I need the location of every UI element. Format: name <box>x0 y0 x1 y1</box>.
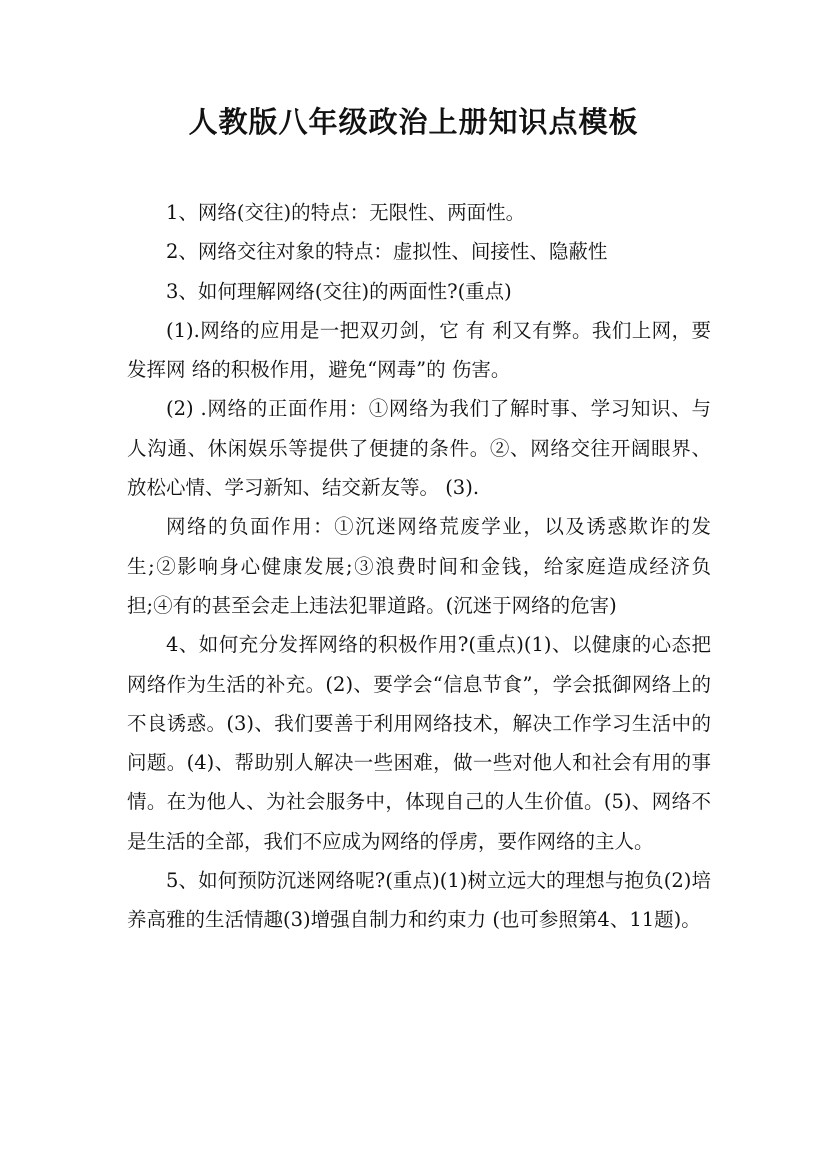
paragraph-7: 4、如何充分发挥网络的积极作用?(重点)(1)、以健康的心态把网络作为生活的补充。(2)、要学会“信息节食”，学会抵御网络上的不良诱惑。(3)、我们要善于利用网络技术，解决工作学习生活中的问题。(4)、帮助别人解决一些困难，做一些对他人和社会有用的事情。在为他人、为社会服务中，体现自己的人生价值。(5)、网络不是生活的全部，我们不应成为网络的俘虏，要作网络的主人。 <box>127 633 711 853</box>
paragraph-5: (2) .网络的正面作用：①网络为我们了解时事、学习知识、与人沟通、休闲娱乐等提供了便捷的条件。②、网络交往开阔眼界、放松心情、学习新知、结交新友等。 (3). <box>127 397 711 500</box>
paragraph-8: 5、如何预防沉迷网络呢?(重点)(1)树立远大的理想与抱负(2)培养高雅的生活情趣(3)增强自制力和约束力 (也可参照第4、11题)。 <box>127 869 711 932</box>
paragraph-6: 网络的负面作用：①沉迷网络荒废学业，以及诱惑欺诈的发生;②影响身心健康发展;③浪费时间和金钱，给家庭造成经济负担;④有的甚至会走上违法犯罪道路。(沉迷于网络的危害) <box>127 515 711 617</box>
document-body <box>127 193 711 940</box>
paragraph-4: (1).网络的应用是一把双刃剑，它 有 利又有弊。我们上网，要发挥网 络的积极作用，避免“网毒”的 伤害。 <box>127 318 711 382</box>
document-title: 人教版八年级政治上册知识点模板 <box>188 105 639 139</box>
paragraph-2: 2、网络交往对象的特点：虚拟性、间接性、隐蔽性 <box>166 240 608 264</box>
paragraph-1: 1、网络(交往)的特点：无限性、两面性。 <box>166 201 526 224</box>
paragraph-3: 3、如何理解网络(交往)的两面性?(重点) <box>166 279 512 303</box>
